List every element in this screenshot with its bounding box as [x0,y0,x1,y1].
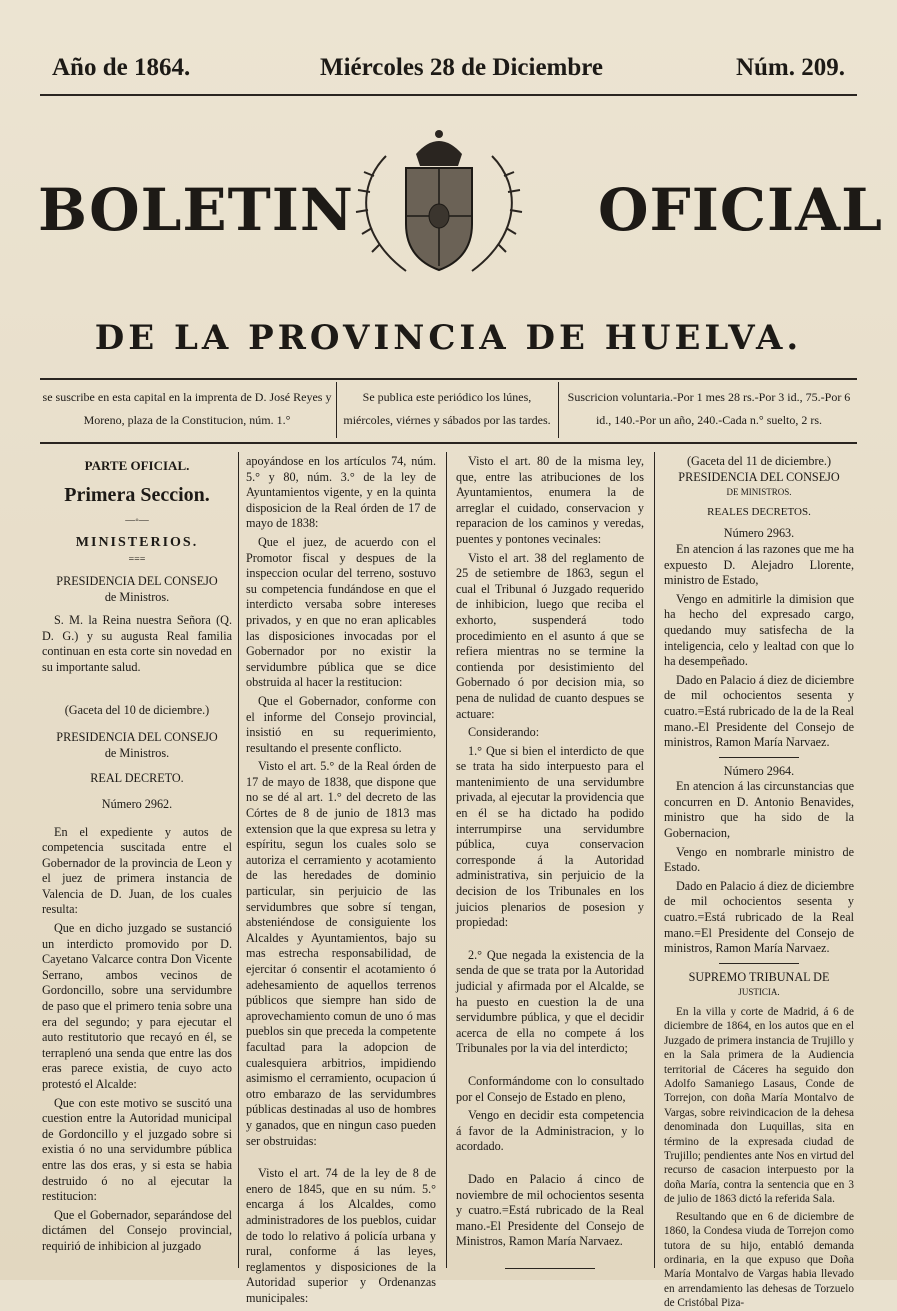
paragraph: Visto el art. 74 de la ley de 8 de enero de 1845, que en su núm. 5.° encarga á los Alcaldes, como administradores de los pueblos, cuidar de todo lo relativo á policía urbana y rural, conforme á las leyes, reglamentos y disposiciones de la Autoridad superior y Ordenanzas municipales: [246,1166,436,1305]
divider [719,757,799,758]
ministerios-heading: MINISTERIOS. [75,534,199,550]
gaceta-reference: (Gaceta del 10 de diciembre.) [64,702,210,717]
divider [719,963,799,964]
date-label: Miércoles 28 de Diciembre [320,54,604,81]
column-separator [558,382,559,438]
column-separator [654,452,655,1268]
column-1 [42,454,232,1266]
paragraph: Que con este motivo se suscitó una cuestion entre la Autoridad municipal de Gordoncillo y el juzgado sobre si existia ó no una servidumbre pública entre las dos eras, y si esta se habia destruido ó no al ejecutar la restitucion: [42,1095,232,1204]
real-decreto-heading: REAL DECRETO. [90,771,184,786]
paragraph: Que el Gobernador, separándose del dictámen del Consejo provincial, requirió de inhibicion al juzgado [42,1207,232,1253]
paragraph: En la villa y corte de Madrid, á 6 de diciembre de 1864, en los autos que en el Juzgado de primera instancia de Trujillo y en la Sala primera de la Audiencia territorial de Cáceres ha seguido don Adolfo Samaniego Lasaus, Conde de Torrejon, con doña María Montalvo de Vargas, sobre reivindicacion de la dehesa denominada don Luquillas, sita en término de la expresada ciudad de Trujillo; pendientes ante Nos en virtud del recurso de casacion interpuesto por la doña María, contra la sentencia que en 3 de julio de 1863 dictó la referida Sala. [664,1006,854,1206]
subscription-top-rule [40,378,857,380]
supremo-heading: SUPREMO TRIBUNAL DE [688,969,830,984]
paragraph: Visto el art. 80 de la misma ley, que, entre las atribuciones de los Ayuntamientos, enumera la de arreglar el cuidado, conservacion y reparacion de los caminos y veredas, puentes y pontones vecinales: [456,454,644,546]
paragraph: Visto el art. 5.° de la Real órden de 17 de mayo de 1838, que dispone que no se dé al art. 1.° del decreto de las Córtes de 8 de junio de 1813 mas extension que la que expresa su letra y espíritu, segun los cuales solo se autoriza el cerramiento y acotamiento de las heredades de dominio particular, sin perjuicio de las servidumbres que sobre sí tengan, absteniéndose de consiguiente los Alcaldes y Ayuntamientos, bajo su mas estrecha responsabilidad, de ejercitar ó consentir el acotamiento ó adehesamiento de aquellos terrenos públicos que siempre han sido de aprovechamiento comun de uno ó mas pueblos sin que preceda la competente facultad para la adopcion de cualesquiera arbitrios, impidiendo asimismo el cerramiento, ocupacion ú otro embarazo de las servidumbres públicas destinadas al uso de hombres y ganados, que en ningun caso pueden ser obstruidas: [246,759,436,1148]
paragraph: Resultando que en 6 de diciembre de 1860, la Condesa viuda de Torrejon como tutora de su hijo, entabló demanda ordinaria, en la que expuso que Doña María Montalvo de Vargas habia llevado en arrendamiento las dehesas de Torzuelo de Cristóbal Piza- [664,1210,854,1310]
section-parte-oficial: PARTE OFICIAL. [84,458,190,473]
column-3 [456,454,644,1266]
issue-number: Núm. 209. [735,54,845,81]
presidency-heading: PRESIDENCIA DEL CONSEJO [56,573,218,588]
paragraph: En atencion á las circunstancias que concurren en D. Antonio Benavides, ministro que ha sido de la Gobernacion, [664,779,854,841]
paragraph: 1.° Que si bien el interdicto de que se trata ha sido interpuesto para el mantenimiento de una servidumbre privada, al ejecutar la providencia que en él se ha dictado ha podido interrumpirse una servidumbre pública, cuya conservacion corresponde á la Autoridad administrativa, sin perjuicio de la decision de los Tribunales en los juicios plenarios de posesion y propiedad: [456,743,644,930]
justicia-subheading: JUSTICIA. [738,987,780,998]
paragraph: apoyándose en los artículos 74, núm. 5.° y 80, núm. 3.° de la ley de Ayuntamientos vigente, y en la quinta disposicion de la Real órden de 17 de mayo de 1838: [246,454,436,531]
royal-coat-of-arms-icon [346,126,532,278]
column-separator [336,382,337,438]
paragraph: Que el juez, de acuerdo con el Promotor fiscal y despues de la inspeccion ocular del terreno, sostuvo su competencia fundándose en que el interdicto versaba sobre intereses privados, y en que no eran aplicables las disposiciones invocadas por el Gobernador por no existir la servidumbre pública que se dice obstruida al hacer la restitucion: [246,534,436,690]
decree-number: Número 2962. [101,796,173,811]
column-2 [246,454,436,1305]
subscription-bottom-rule [40,442,857,444]
end-rule [505,1268,595,1269]
paragraph: Dado en Palacio á diez de diciembre de mil ochocientos sesenta y cuatro.=Está rubricado de la de la Real mano.-El Presidente del Consejo de ministros, Ramon María Narvaez. [664,672,854,750]
paragraph: Dado en Palacio á diez de diciembre de mil ochocientos sesenta y cuatro.=Está rubricado de la Real mano.=El Presidente del Consejo de ministros, Ramon María Narvaez. [664,878,854,956]
ornament-divider: === [128,554,146,566]
section-title: Primera Seccion. [64,483,210,506]
year-label: Año de 1864. [52,54,191,81]
decree-number: Número 2963. [723,526,795,541]
reales-decretos-heading: REALES DECRETOS. [707,505,811,518]
masthead-oficial: OFICIAL [598,176,883,244]
presidency-subheading: de Ministros. [104,745,170,760]
subscription-schedule: Se publica este periódico los lúnes, miércoles, viérnes y sábados por las tardes. [343,390,551,427]
paragraph: Conformándome con lo consultado por el Consejo de Estado en pleno, [456,1073,644,1104]
presidency-subheading: de Ministros. [104,589,170,604]
presidency-heading: PRESIDENCIA DEL CONSEJO [678,469,840,484]
header-rule [40,94,857,96]
column-separator [446,452,447,1268]
presidency-heading: PRESIDENCIA DEL CONSEJO [56,730,218,745]
column-4 [664,454,854,1310]
paragraph: En atencion á las razones que me ha expuesto D. Alejadro Llorente, ministro de Estado, [664,541,854,588]
signature-paragraph: Dado en Palacio á cinco de noviembre de mil ochocientos sesenta y cuatro.=Está rubricado de la Real mano.-El Presidente del Consejo de Ministros, Ramon María Narvaez. [456,1171,644,1249]
subscription-prices: Suscricion voluntaria.-Por 1 mes 28 rs.-Por 3 id., 75.-Por 6 id., 140.-Por un año, 240.-Cada n.° suelto, 2 rs. [567,390,851,427]
masthead-boletin: BOLETIN [38,176,354,244]
paragraph: Visto el art. 38 del reglamento de 25 de setiembre de 1863, segun el cual el Tribunal ó Juzgado requerido de inhibicion, luego que reciba el exhorto, suspenderá todo procedimiento en el asunto á que se refiera mientras no se termine la contienda por desistimiento del Gobernado ó por decision mia, so pena de nulidad de cuanto despues se actuare: [456,550,644,721]
paragraph: Que en dicho juzgado se sustanció un interdicto promovido por D. Cayetano Valcarce contra Don Vicente Serrano, ambos vecinos de Gordoncillo, sobre una servidumbre de paso que el primero tenia sobre una era del segundo; y para ejecutar el auto restitutorio que recayó en él, se terraplenó una senda que entre las dos eras parece existia, de cuyo acto protestó el Alcalde: [42,921,232,1091]
column-separator [238,452,239,1268]
paragraph: Vengo en nombrarle ministro de Estado. [664,844,854,875]
header-bar [52,54,845,88]
paragraph: 2.° Que negada la existencia de la senda de que se trata por la Autoridad judicial y afirmada por el Alcalde, se ha puesto en cuestion la de una servidumbre pública, y que el decidir acerca de ella no compete á los Tribunales por la via del interdicto; [456,947,644,1056]
ornament-divider: —◦— [125,515,149,527]
health-notice: S. M. la Reina nuestra Señora (Q. D. G.) y su augusta Real familia continuan en esta corte sin novedad en su importante salud. [42,613,232,674]
subscription-location: se suscribe en esta capital en la imprenta de D. José Reyes y Moreno, plaza de la Constitucion, núm. 1.° [42,390,332,427]
presidency-subheading: DE MINISTROS. [726,487,792,498]
paragraph: Que el Gobernador, conforme con el informe del Consejo provincial, insistió en su requerimiento, resultando el presente conflicto. [246,693,436,755]
decree-number: Número 2964. [723,763,795,778]
paragraph: Considerando: [468,725,540,740]
paragraph: En el expediente y autos de competencia suscitada entre el Gobernador de la provincia de Leon y el juez de primera instancia de Valencia de D. Juan, de los cuales resulta: [42,824,232,917]
gaceta-reference: (Gaceta del 11 de diciembre.) [686,454,832,468]
paragraph: Vengo en admitirle la dimision que ha hecho del expresado cargo, quedando muy satisfecha de la inteligencia, celo y lealtad con que lo ha desempeñado. [664,591,854,669]
paragraph: Vengo en decidir esta competencia á favor de la Administracion, y lo acordado. [456,1108,644,1154]
masthead-subtitle: DE LA PROVINCIA DE HUELVA. [94,318,803,358]
